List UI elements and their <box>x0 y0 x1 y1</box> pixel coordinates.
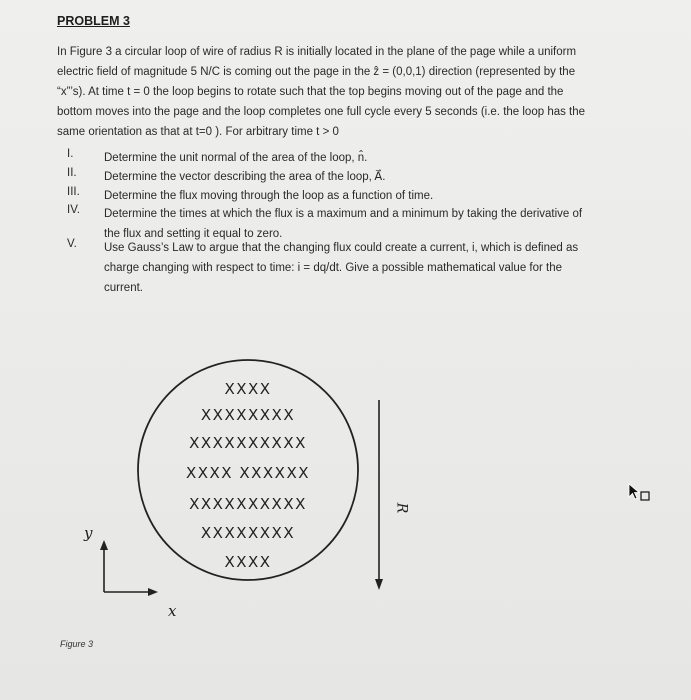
field-x-row: XXXX XXXXXX <box>185 464 311 482</box>
task-text: Determine the times at which the flux is a maximum and a minimum by taking the derivative of <box>104 208 583 220</box>
field-x-row: XXXXXXXX <box>200 524 296 542</box>
problem-heading: PROBLEM 3 <box>57 14 130 28</box>
field-x-row: XXXXXXXXXX <box>189 495 307 513</box>
field-x-row: XXXXXXXXXX <box>189 434 307 452</box>
field-x-row: XXXX <box>224 553 272 571</box>
statement-line: In Figure 3 a circular loop of wire of radius R is initially located in the plane of the page while a uniform <box>57 46 577 58</box>
statement-line: bottom moves into the page and the loop completes one full cycle every 5 seconds (i.e. the loop has the <box>57 106 586 118</box>
task-text: Use Gauss’s Law to argue that the changing flux could create a current, i, which is defined as <box>104 242 579 254</box>
statement-line: “x”’s). At time t = 0 the loop begins to rotate such that the top begins moving out of the page and the <box>57 86 564 98</box>
task-text: Determine the vector describing the area of the loop, A⃗. <box>104 171 386 183</box>
radius-arrowhead <box>375 579 383 590</box>
x-axis-arrowhead <box>148 588 158 596</box>
task-text: Determine the unit normal of the area of the loop, n̂. <box>104 152 368 164</box>
task-number: IV. <box>67 204 81 216</box>
task-number: V. <box>67 238 77 250</box>
task-text: current. <box>104 282 143 294</box>
statement-line: electric field of magnitude 5 N/C is coming out the page in the ẑ = (0,0,1) direction (represented by the <box>57 66 576 78</box>
mouse-pointer-icon <box>628 483 652 505</box>
task-number: III. <box>67 186 80 198</box>
radius-label: R <box>393 502 410 514</box>
task-text: charge changing with respect to time: i = dq/dt. Give a possible mathematical value for the <box>104 262 563 274</box>
task-number: II. <box>67 167 77 179</box>
task-number: I. <box>67 148 74 160</box>
task-text: the flux and setting it equal to zero. <box>104 228 283 240</box>
statement-line: same orientation as that at t=0 ). For arbitrary time t > 0 <box>57 126 339 138</box>
y-axis-label: y <box>84 524 93 542</box>
x-axis-label: x <box>168 602 177 620</box>
y-axis-arrowhead <box>100 540 108 550</box>
field-x-row: XXXX <box>224 380 272 398</box>
task-text: Determine the flux moving through the loop as a function of time. <box>104 190 434 202</box>
figure-caption: Figure 3 <box>60 639 94 649</box>
field-x-row: XXXXXXXX <box>200 406 296 424</box>
